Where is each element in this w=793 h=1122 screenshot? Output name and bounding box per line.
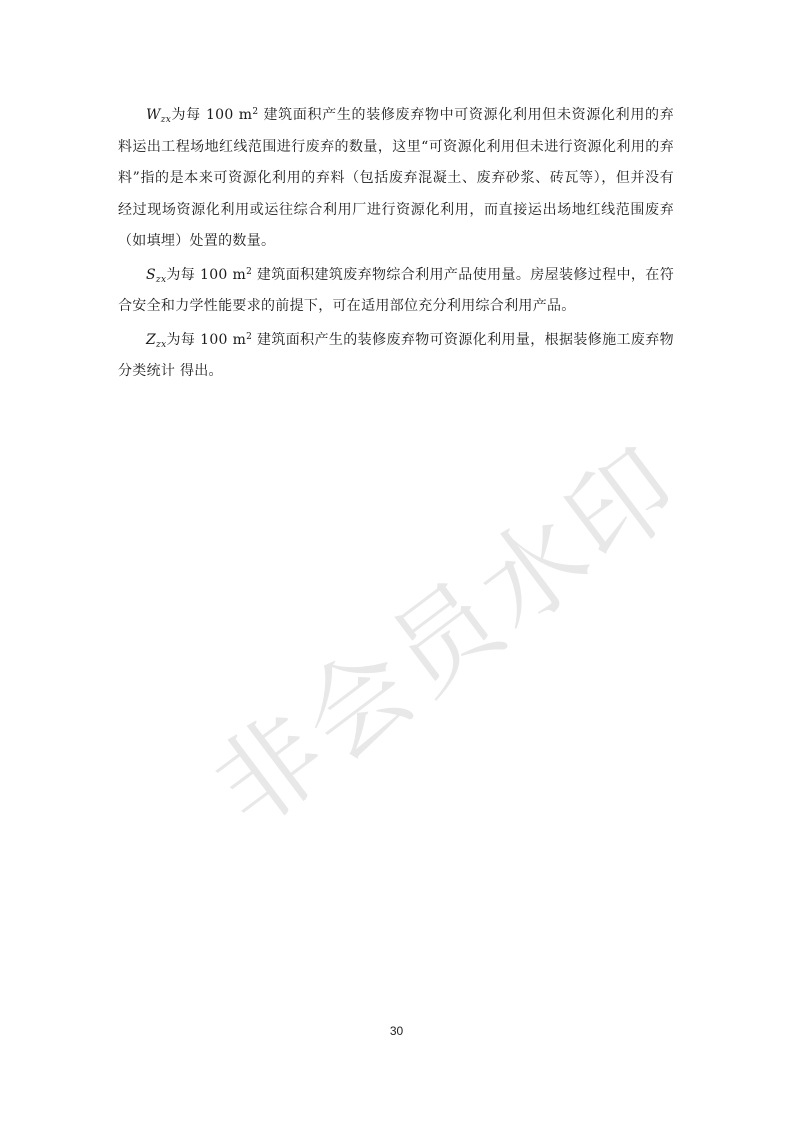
symbol-subscript: zx: [156, 339, 167, 350]
unit-superscript: 2: [252, 107, 259, 117]
body-text: [118, 100, 674, 390]
symbol-letter: S: [146, 266, 156, 283]
paragraph-zzx: [118, 325, 674, 388]
unit-superscript: 2: [246, 331, 253, 342]
unit-superscript: 2: [246, 266, 253, 277]
symbol-w: [146, 107, 171, 123]
symbol-letter: W: [146, 107, 161, 123]
symbol-z: [146, 332, 166, 348]
unit-text: 为每 100 m: [166, 266, 247, 283]
symbol-letter: Z: [146, 331, 157, 348]
unit-text: 为每 100 m: [166, 331, 247, 348]
watermark: 非会员水印: [191, 422, 705, 851]
unit-text: 为每 100 m: [171, 107, 253, 123]
paragraph-wzx: [118, 100, 674, 258]
paragraph-szx: [118, 260, 674, 323]
paragraph-text: 建筑面积产生的装修废弃物中可资源化利用但未资源化利用的弃料运出工程场地红线范围进行废弃的数量，这里“可资源化利用但未进行资源化利用的弃料”指的是本来可资源化利用的弃料（包括废弃混凝土、废弃砂浆、砖瓦等），但并没有经过现场资源化利用或运往综合利用厂进行资源化利用，而直接运出场地红线范围废弃（如填埋）处置的数量。: [118, 107, 674, 249]
symbol-subscript: zx: [155, 274, 167, 285]
paragraph-text: 建筑面积产生的装修废弃物可资源化利用量，根据装修施工废弃物分类统计 得出。: [118, 331, 674, 379]
page-number: 30: [389, 1024, 404, 1038]
symbol-subscript: zx: [160, 115, 172, 125]
paragraph-text: 建筑面积建筑废弃物综合利用产品使用量。房屋装修过程中，在符合安全和力学性能要求的前提下，可在适用部位充分利用综合利用产品。: [118, 266, 674, 314]
symbol-s: [146, 267, 166, 283]
